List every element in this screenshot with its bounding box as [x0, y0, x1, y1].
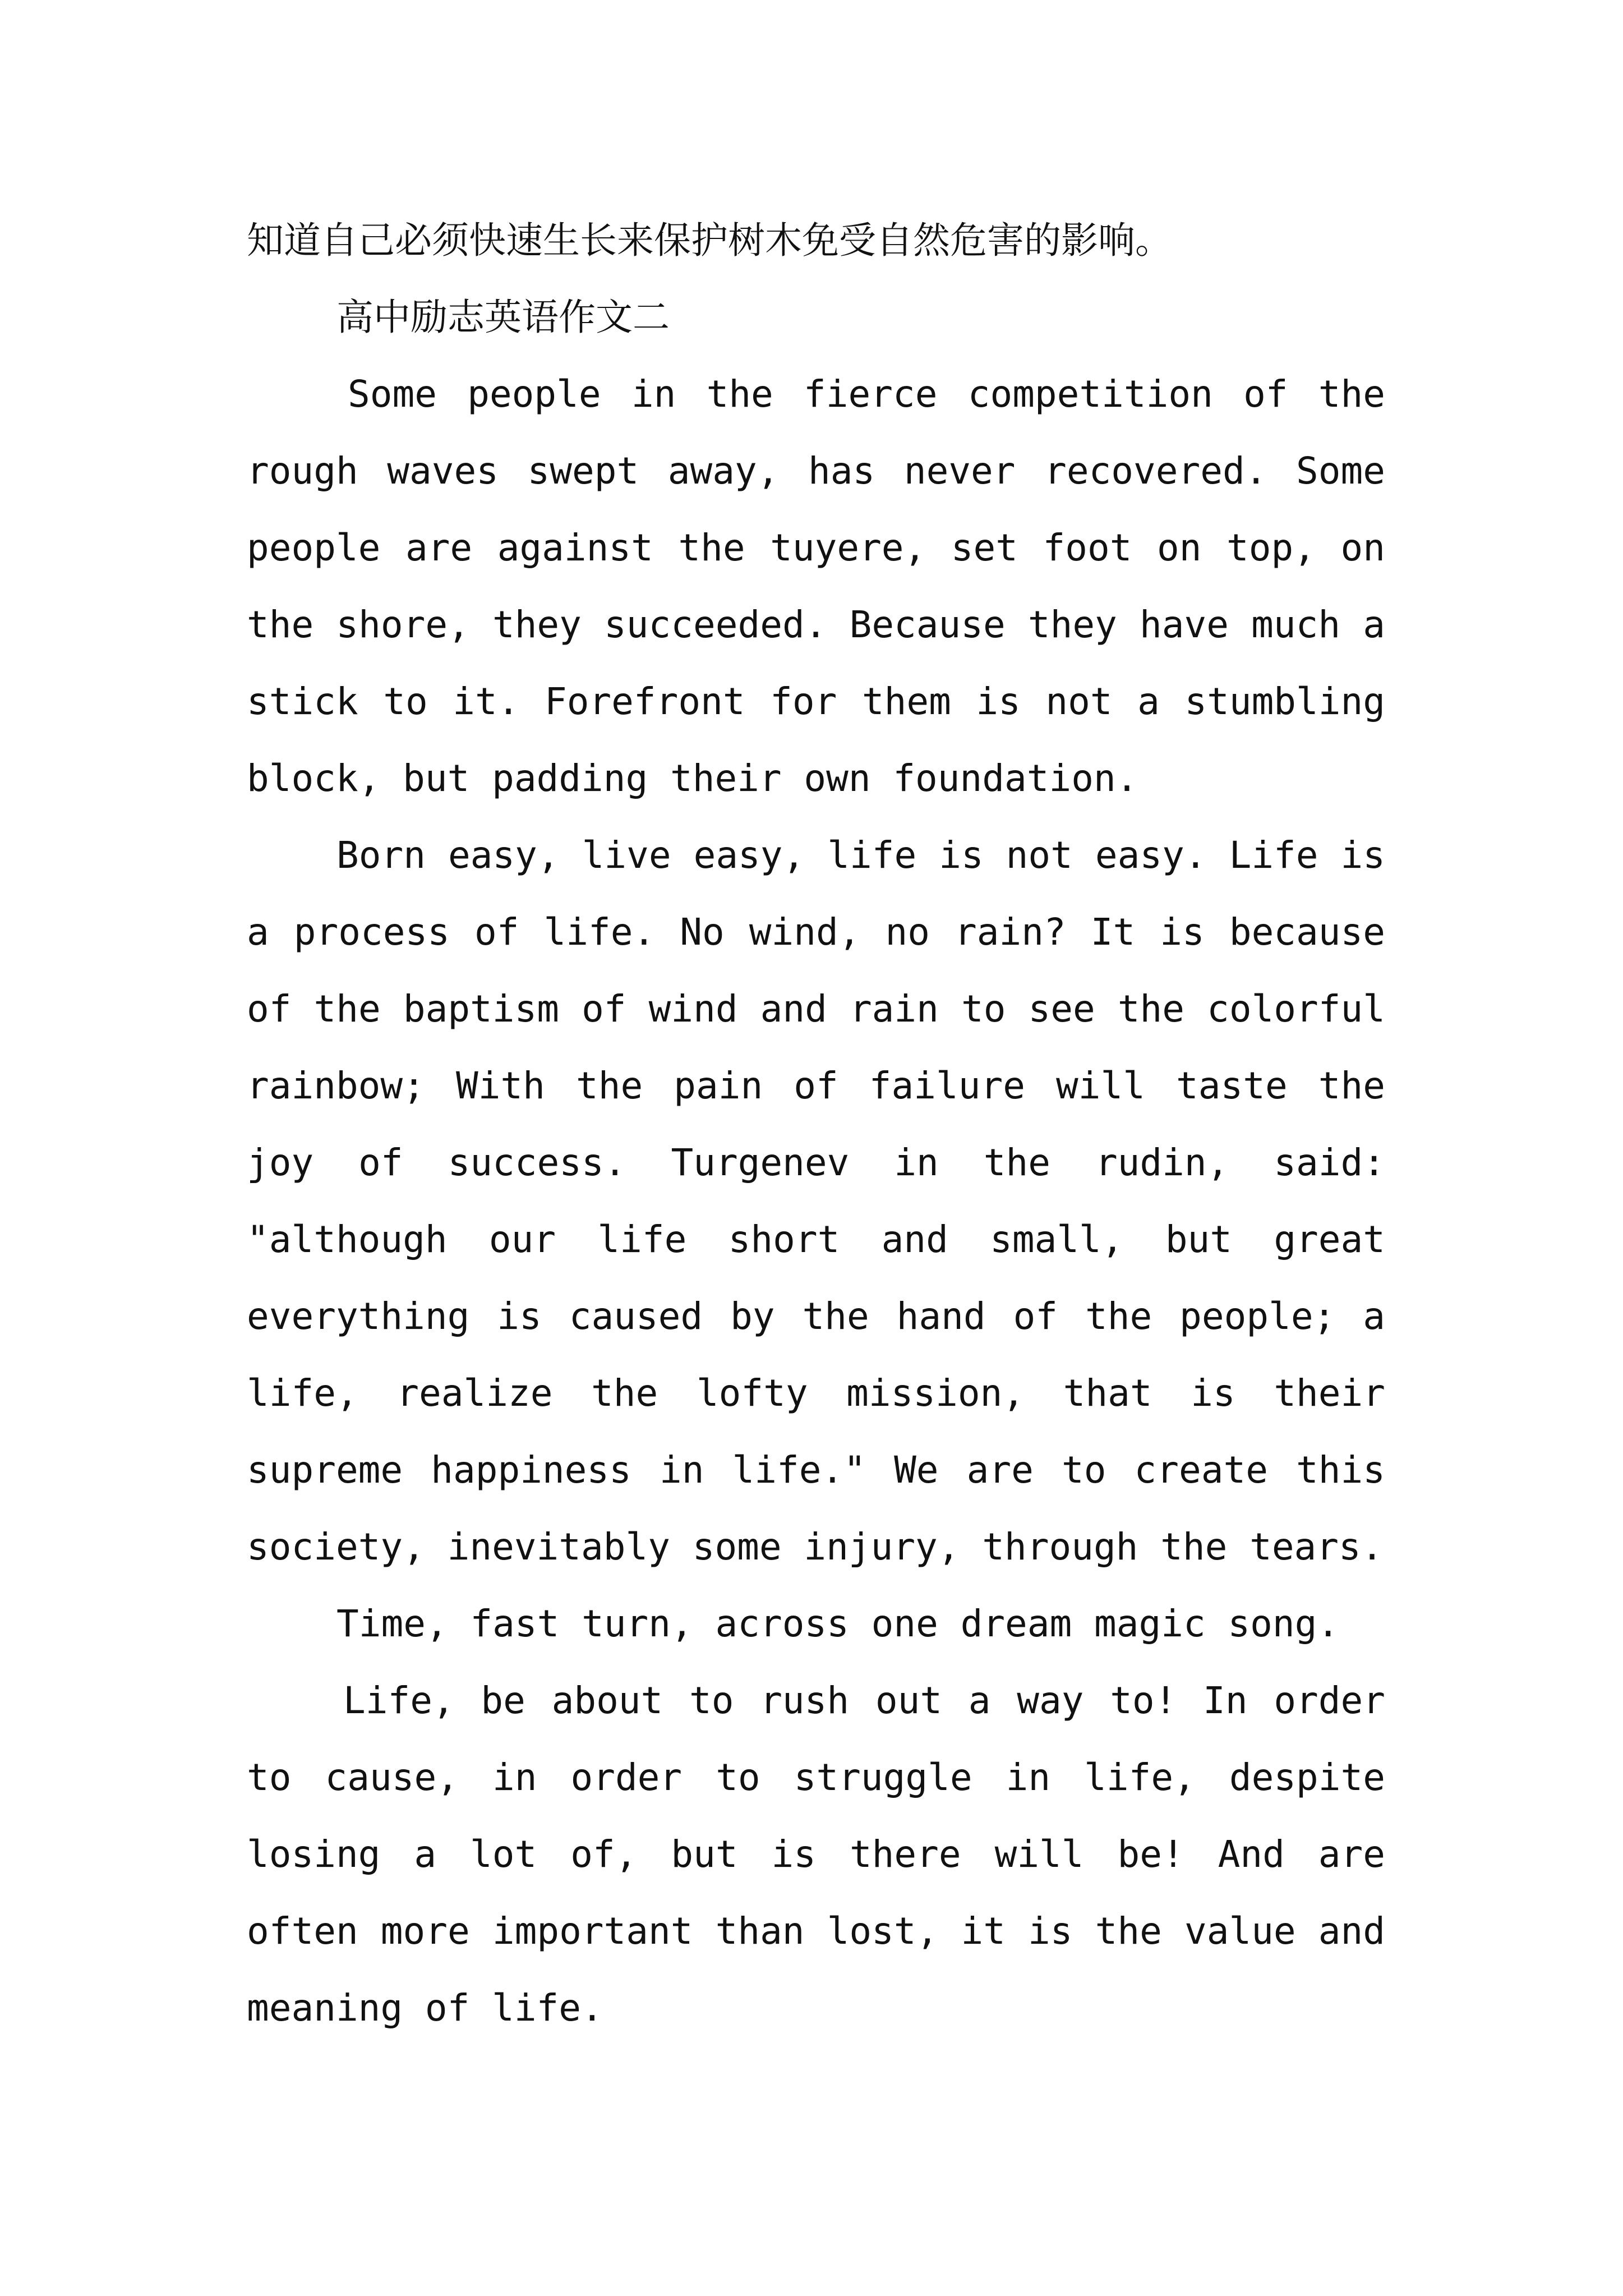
section-heading: 高中励志英语作文二 — [336, 296, 670, 339]
body-text — [247, 202, 1385, 2046]
continuation-line: 知道自己必须快速生长来保护树木免受自然危害的影响。 — [247, 219, 1172, 262]
paragraph-2: Born easy, live easy, life is not easy. Life is a process of life. No wind, no rain? It is because of the baptism of wind and rain to see the colorful rainbow; With the pain of failure will taste the joy of success. Turgenev in the rudin, said: "although our life short and small, but great everything is caused by the hand of the people; a life, realize the lofty mission, that is their supreme happiness in life." We are to create this society, inevitably some injury, through the tears. — [247, 834, 1385, 1568]
paragraph-3: Time, fast turn, across one dream magic song. — [336, 1602, 1340, 1645]
paragraph-4: Life, be about to rush out a way to! In order to cause, in order to struggle in life, despite losing a lot of, but is there will be! And are often more important than lost, it is the value and meaning of life. — [247, 1679, 1385, 2030]
paragraph-1: Some people in the fierce competition of the rough waves swept away, has never recovered. Some people are against the tuyere, set foot on top, on the shore, they succeeded. Because they have much a stick to it. Forefront for them is not a stumbling block, but padding their own foundation. — [247, 372, 1385, 800]
